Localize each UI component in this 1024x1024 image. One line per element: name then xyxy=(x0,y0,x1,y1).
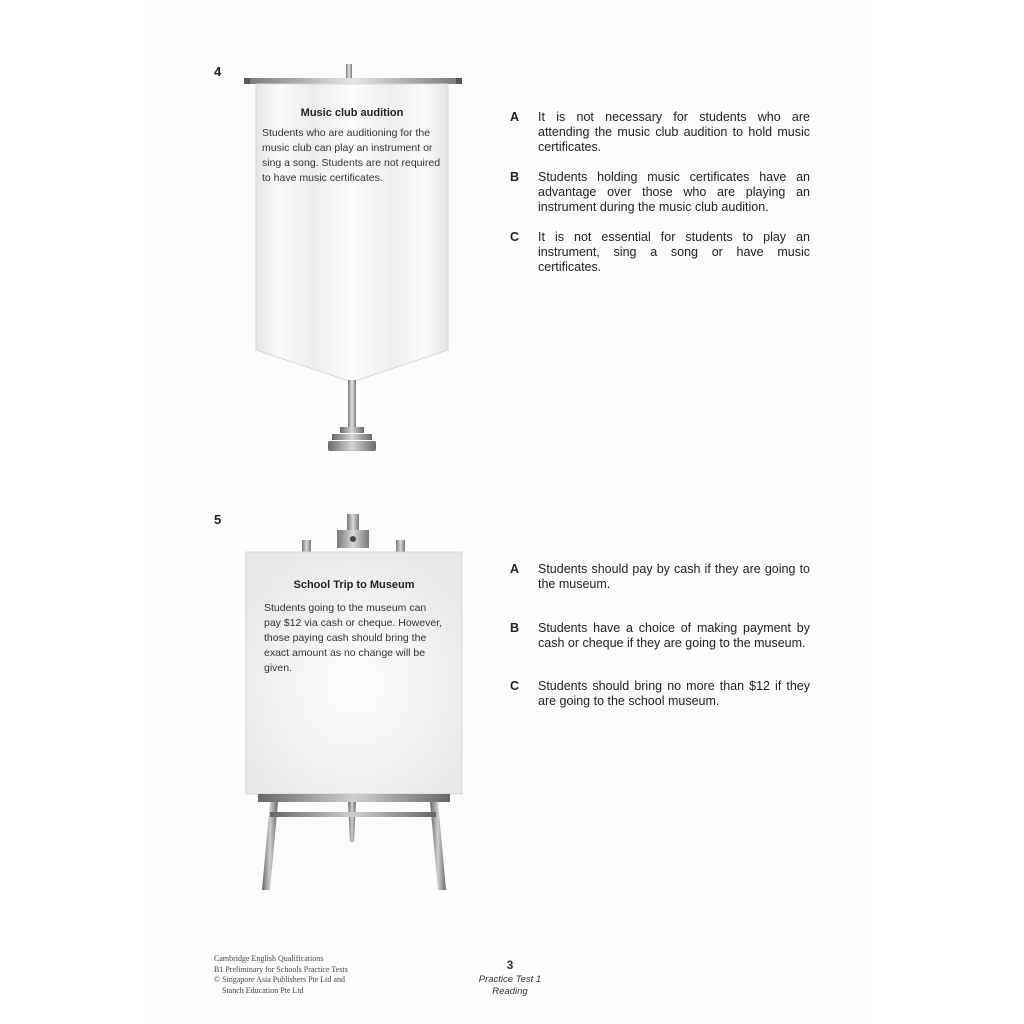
test-name: Practice Test 1 xyxy=(478,974,542,985)
notice-title: Music club audition xyxy=(300,107,404,119)
question-number-4: 4 xyxy=(214,64,222,79)
footer-line: B1 Preliminary for Schools Practice Tests xyxy=(214,964,348,974)
option-a: A It is not necessary for students who are attending the music club audition to hold music certificates. xyxy=(510,110,810,154)
notice-body: Students going to the museum can pay $12 via cash or cheque. However, those paying cash should bring the exact amount as no change will be given. xyxy=(264,602,443,674)
option-c: C It is not essential for students to play an instrument, sing a song or have music certificates. xyxy=(510,230,810,274)
page-number: 3 xyxy=(506,958,514,972)
notice-title: School Trip to Museum xyxy=(293,579,415,591)
footer-line: Cambridge English Qualifications xyxy=(214,954,324,963)
option-a: A Students should pay by cash if they are going to the museum. xyxy=(510,562,810,591)
option-b: B Students have a choice of making payment by cash or cheque if they are going to the museum. xyxy=(510,621,810,650)
question-5-options xyxy=(510,562,810,723)
footer-line: Stanch Education Pte Ltd xyxy=(222,985,304,995)
question-4-options xyxy=(510,110,810,289)
footer-line: © Singapore Asia Publishers Pte Ltd and xyxy=(214,975,345,984)
board-notice xyxy=(264,578,444,676)
footer-page-info xyxy=(465,958,555,998)
option-b: B Students holding music certificates have an advantage over those who are playing an instrument during the music club audition. xyxy=(510,170,810,214)
banner-notice xyxy=(262,106,442,186)
footer-publisher-info xyxy=(214,954,348,996)
section-name: Reading xyxy=(492,986,528,997)
question-number-5: 5 xyxy=(214,512,222,527)
notice-body: Students who are auditioning for the music club can play an instrument or sing a song. Students are not required to have music certificates. xyxy=(262,127,441,184)
easel-board-illustration xyxy=(240,512,470,897)
option-c: C Students should bring no more than $12 if they are going to the school museum. xyxy=(510,679,810,708)
